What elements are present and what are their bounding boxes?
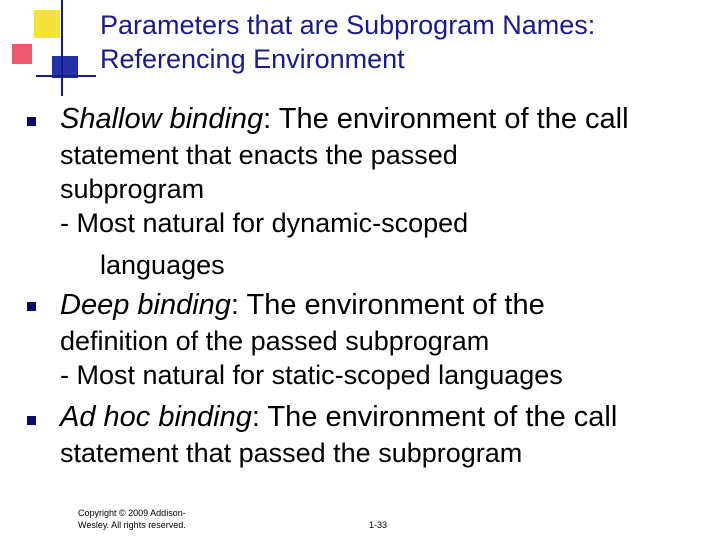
footer-copyright-line-1: Copyright © 2009 Addison-	[78, 508, 186, 518]
item-3-term: Ad hoc binding	[60, 401, 252, 433]
item-1-line-5: languages	[100, 250, 225, 280]
page-number: 1-33	[369, 520, 388, 530]
item-1-term: Shallow binding	[60, 103, 264, 135]
slide-logo-graphic	[0, 0, 100, 100]
item-2-term: Deep binding	[60, 289, 231, 321]
footer-copyright	[78, 507, 186, 531]
item-1-lead	[60, 102, 629, 136]
footer-copyright-line-2: Wesley. All rights reserved.	[78, 520, 186, 530]
item-2-line-2: definition of the passed subprogram	[60, 326, 490, 356]
item-2-lead-rest: : The environment of the	[230, 289, 545, 321]
slide-title-line-1: Parameters that are Subprogram Names:	[100, 10, 596, 40]
item-3-lead-rest: : The environment of the call	[251, 401, 618, 433]
item-3-lead	[60, 400, 617, 434]
bullet-marker	[27, 416, 36, 425]
item-2-lead	[60, 288, 545, 322]
bullet-marker	[27, 302, 36, 311]
item-3-line-2: statement that passed the subprogram	[60, 438, 523, 468]
slide-title	[100, 8, 700, 76]
item-1-line-3: subprogram	[60, 174, 205, 204]
slide-title-line-2: Referencing Environment	[100, 44, 405, 74]
item-1-line-2: statement that enacts the passed	[60, 140, 458, 170]
bullet-marker	[27, 117, 36, 126]
item-1-lead-rest: : The environment of the call	[263, 103, 629, 135]
item-1-line-4: - Most natural for dynamic-scoped	[60, 208, 469, 238]
item-2-line-3: - Most natural for static-scoped languages	[60, 360, 563, 390]
